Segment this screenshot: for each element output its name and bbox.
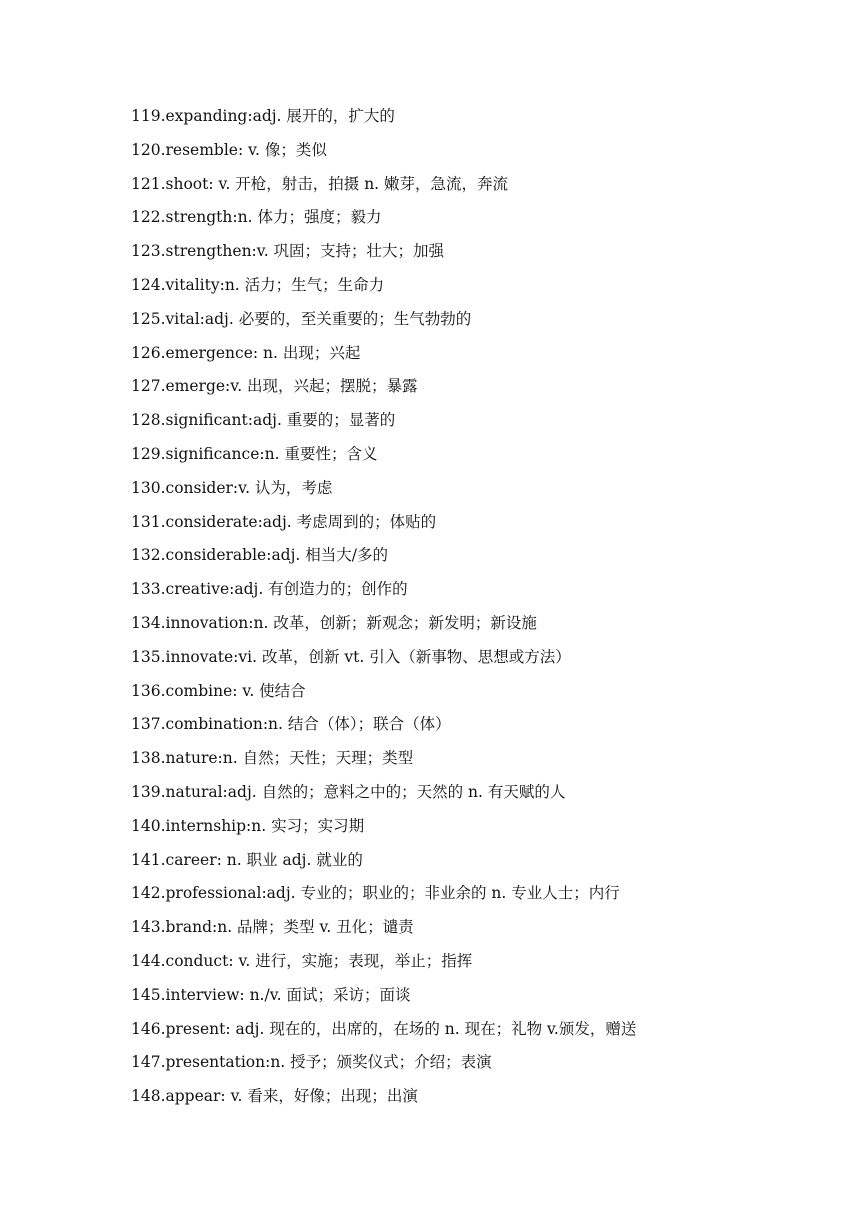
vocab-entry-122: 122.strength:n. 体力；强度；毅力	[131, 208, 382, 227]
vocab-entry-147: 147.presentation:n. 授予；颁奖仪式；介绍；表演	[131, 1053, 492, 1072]
vocab-entry-144: 144.conduct: v. 进行，实施；表现，举止；指挥	[131, 951, 473, 970]
vocab-entry-126: 126.emergence: n. 出现；兴起	[131, 343, 361, 362]
vocab-entry-135: 135.innovate:vi. 改革，创新 vt. 引入（新事物、思想或方法）	[131, 647, 571, 666]
vocab-entry-134: 134.innovation:n. 改革，创新；新观念；新发明；新设施	[131, 613, 537, 632]
vocab-entry-128: 128.significant:adj. 重要的；显著的	[131, 411, 396, 430]
vocab-entry-125: 125.vital:adj. 必要的，至关重要的；生气勃勃的	[131, 309, 472, 328]
vocab-entry-121: 121.shoot: v. 开枪，射击，拍摄 n. 嫩芽，急流，奔流	[131, 174, 509, 193]
vocab-entry-141: 141.career: n. 职业 adj. 就业的	[131, 850, 363, 869]
vocab-entry-138: 138.nature:n. 自然；天性；天理；类型	[131, 749, 414, 768]
vocab-entry-139: 139.natural:adj. 自然的；意料之中的；天然的 n. 有天赋的人	[131, 782, 566, 801]
vocab-entry-136: 136.combine: v. 使结合	[131, 681, 306, 700]
vocab-entry-140: 140.internship:n. 实习；实习期	[131, 816, 365, 835]
vocab-entry-123: 123.strengthen:v. 巩固；支持；壮大；加强	[131, 242, 445, 261]
vocab-entry-133: 133.creative:adj. 有创造力的；创作的	[131, 580, 408, 599]
vocab-entry-131: 131.considerate:adj. 考虑周到的；体贴的	[131, 512, 437, 531]
vocab-entry-143: 143.brand:n. 品牌；类型 v. 丑化；谴责	[131, 918, 414, 937]
vocab-entry-137: 137.combination:n. 结合（体）；联合（体）	[131, 715, 451, 734]
vocab-entry-119: 119.expanding:adj. 展开的，扩大的	[131, 107, 395, 125]
vocab-entry-145: 145.interview: n./v. 面试；采访；面谈	[131, 985, 411, 1004]
vocab-entry-132: 132.considerable:adj. 相当大/多的	[131, 546, 388, 565]
vocabulary-list	[131, 102, 831, 1116]
vocab-entry-142: 142.professional:adj. 专业的；职业的；非业余的 n. 专业人士；内行	[131, 884, 620, 903]
vocab-entry-148: 148.appear: v. 看来，好像；出现；出演	[131, 1087, 418, 1106]
vocab-entry-130: 130.consider:v. 认为，考虑	[131, 478, 333, 497]
vocab-entry-146: 146.present: adj. 现在的，出席的，在场的 n. 现在；礼物 v.颁发，赠送	[131, 1019, 637, 1038]
vocab-entry-124: 124.vitality:n. 活力；生气；生命力	[131, 275, 385, 294]
vocab-entry-120: 120.resemble: v. 像；类似	[131, 140, 327, 159]
vocab-entry-129: 129.significance:n. 重要性；含义	[131, 444, 378, 463]
vocab-entry-127: 127.emerge:v. 出现，兴起；摆脱；暴露	[131, 377, 418, 396]
